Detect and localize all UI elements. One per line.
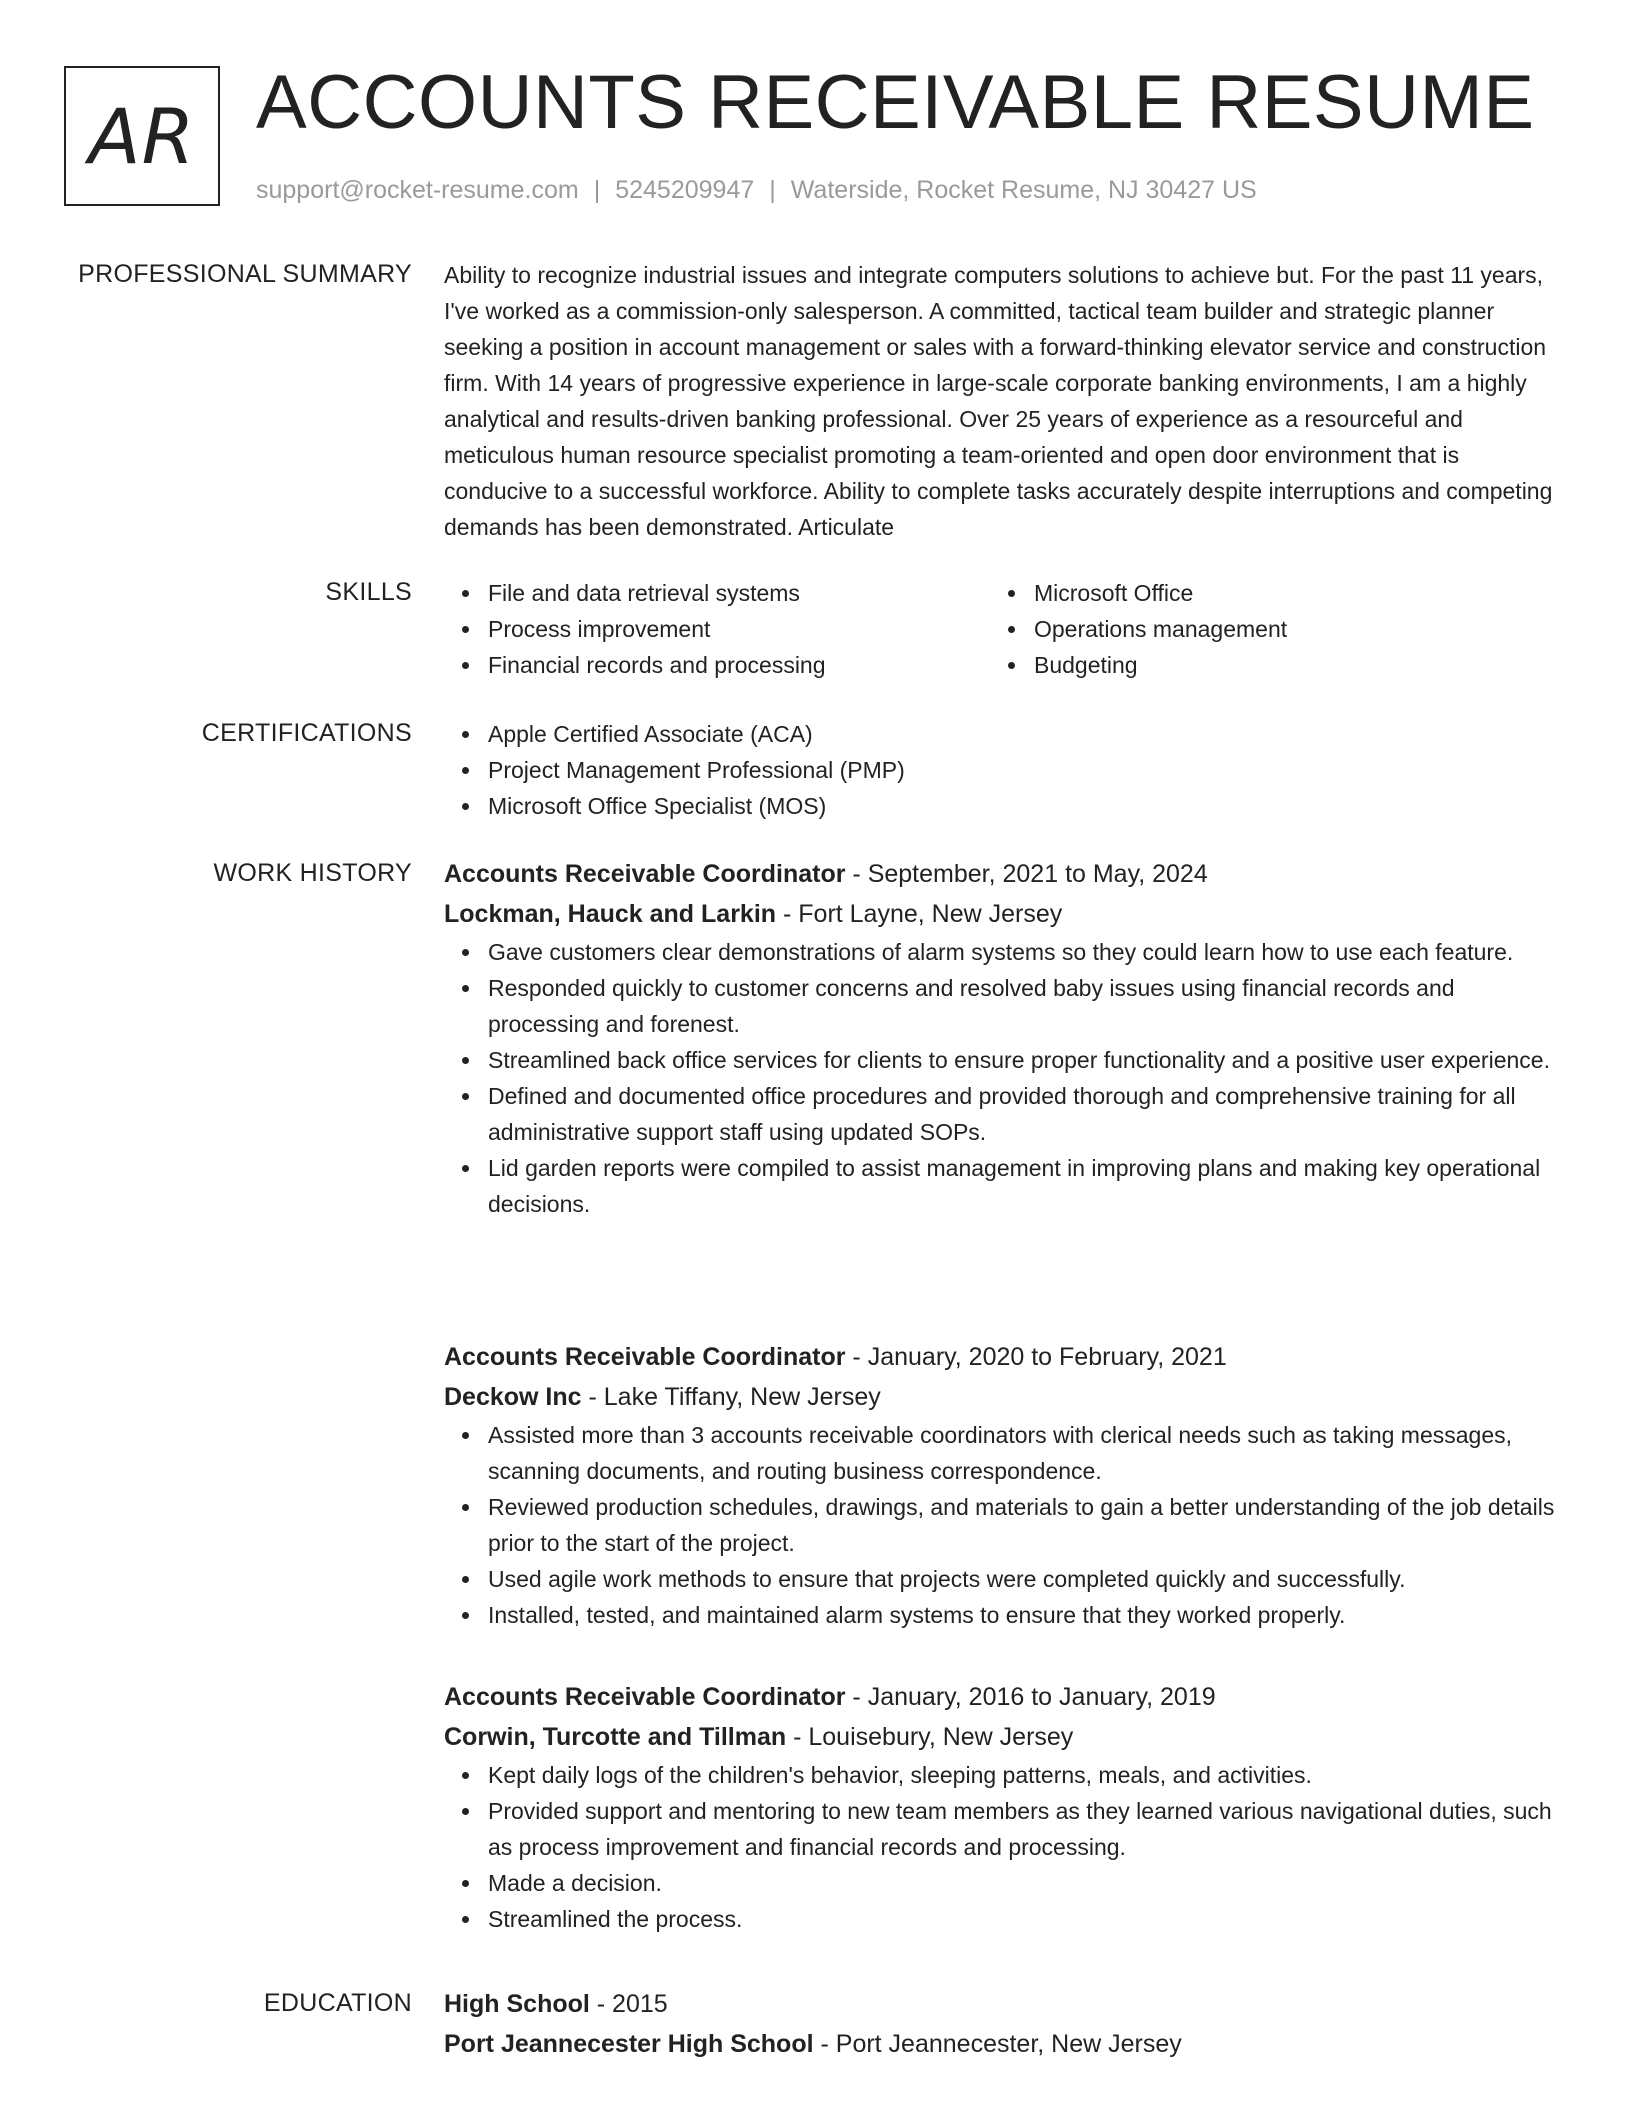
section-label-certifications: CERTIFICATIONS xyxy=(201,719,412,747)
job-bullets xyxy=(444,1757,1556,1937)
job-bullet: Installed, tested, and maintained alarm systems to ensure that they worked properly. xyxy=(488,1597,1556,1633)
job-company-line xyxy=(444,894,1556,934)
job-title: Accounts Receivable Coordinator xyxy=(444,860,846,888)
contact-phone[interactable]: 5245209947 xyxy=(615,176,755,204)
job-bullet: Gave customers clear demonstrations of alarm systems so they could learn how to use each feature. xyxy=(488,934,1556,970)
job-title-line xyxy=(444,1337,1556,1377)
job-location: - Fort Layne, New Jersey xyxy=(776,900,1063,928)
job-company: Corwin, Turcotte and Tillman xyxy=(444,1723,787,1751)
section-label-work-history: WORK HISTORY xyxy=(213,859,412,887)
skill-item: Operations management xyxy=(1034,611,1536,647)
skill-item: File and data retrieval systems xyxy=(488,575,990,611)
job-dates: - January, 2020 to February, 2021 xyxy=(845,1343,1227,1371)
job-location: - Louisebury, New Jersey xyxy=(786,1723,1074,1751)
job-location: - Lake Tiffany, New Jersey xyxy=(581,1383,881,1411)
job-bullet: Provided support and mentoring to new team members as they learned various navigational duties, such as process improvement and financial records and processing. xyxy=(488,1793,1556,1865)
contact-line xyxy=(256,174,1257,206)
section-label-summary: PROFESSIONAL SUMMARY xyxy=(78,260,412,288)
job-bullet: Made a decision. xyxy=(488,1865,1556,1901)
job-bullet: Assisted more than 3 accounts receivable coordinators with clerical needs such as taking messages, scanning documents, and routing business correspondence. xyxy=(488,1417,1556,1489)
skills-column-right xyxy=(990,575,1536,683)
skills-list xyxy=(444,575,1556,683)
summary-text: Ability to recognize industrial issues and integrate computers solutions to achieve but. For the past 11 years, I've worked as a commission-only salesperson. A committed, tactical team builder and strategic planner seeking a position in account management or sales with a forward-thinking elevator service and construction firm. With 14 years of progressive experience in large-scale corporate banking environments, I am a highly analytical and results-driven banking professional. Over 25 years of experience as a resourceful and meticulous human resource specialist promoting a team-oriented and open door environment that is conducive to a successful workforce. Ability to complete tasks accurately despite interruptions and competing demands has been demonstrated. Articulate xyxy=(444,262,1553,540)
job-bullet: Streamlined the process. xyxy=(488,1901,1556,1937)
job-bullet: Defined and documented office procedures and provided thorough and comprehensive training for all administrative support staff using updated SOPs. xyxy=(488,1078,1556,1150)
job-body xyxy=(444,1337,1556,1633)
job-bullet: Streamlined back office services for clients to ensure proper functionality and a positive user experience. xyxy=(488,1042,1556,1078)
skill-item: Financial records and processing xyxy=(488,647,990,683)
contact-separator: | xyxy=(769,176,776,204)
skill-item: Budgeting xyxy=(1034,647,1536,683)
job-bullets xyxy=(444,934,1556,1222)
job-title-line xyxy=(444,1677,1556,1717)
contact-separator: | xyxy=(593,176,601,204)
job-bullet: Lid garden reports were compiled to assist management in improving plans and making key operational decisions. xyxy=(488,1150,1556,1222)
certification-item: Microsoft Office Specialist (MOS) xyxy=(488,788,1556,824)
job-company-line xyxy=(444,1377,1556,1417)
education-year: - 2015 xyxy=(589,1990,668,2018)
job-company: Deckow Inc xyxy=(444,1383,582,1411)
certifications-list xyxy=(444,716,1556,824)
job-company: Lockman, Hauck and Larkin xyxy=(444,900,777,928)
certification-item: Apple Certified Associate (ACA) xyxy=(488,716,1556,752)
contact-address: Waterside, Rocket Resume, NJ 30427 US xyxy=(790,176,1257,204)
job-title-line xyxy=(444,854,1556,894)
job-bullet: Responded quickly to customer concerns and resolved baby issues using financial records and processing and forenest. xyxy=(488,970,1556,1042)
education-body xyxy=(444,1984,1556,2064)
section-label-skills: SKILLS xyxy=(325,578,412,606)
job-title: Accounts Receivable Coordinator xyxy=(444,1343,846,1371)
job-body xyxy=(444,854,1556,1222)
skill-item: Process improvement xyxy=(488,611,990,647)
education-degree-line xyxy=(444,1984,1556,2024)
education-degree: High School xyxy=(444,1990,590,2018)
section-label-education: EDUCATION xyxy=(263,1989,412,2017)
skills-column-left xyxy=(444,575,990,683)
job-dates: - September, 2021 to May, 2024 xyxy=(845,860,1208,888)
education-school-line xyxy=(444,2024,1556,2064)
job-company-line xyxy=(444,1717,1556,1757)
contact-email[interactable]: support@rocket-resume.com xyxy=(256,176,579,204)
education-location: - Port Jeannecester, New Jersey xyxy=(813,2030,1182,2058)
certification-item: Project Management Professional (PMP) xyxy=(488,752,1556,788)
education-school: Port Jeannecester High School xyxy=(444,2030,814,2058)
skill-item: Microsoft Office xyxy=(1034,575,1536,611)
job-body xyxy=(444,1677,1556,1937)
job-bullets xyxy=(444,1417,1556,1633)
job-title: Accounts Receivable Coordinator xyxy=(444,1683,846,1711)
job-bullet: Used agile work methods to ensure that projects were completed quickly and successfully. xyxy=(488,1561,1556,1597)
job-bullet: Kept daily logs of the children's behavior, sleeping patterns, meals, and activities. xyxy=(488,1757,1556,1793)
job-dates: - January, 2016 to January, 2019 xyxy=(845,1683,1216,1711)
resume-title: ACCOUNTS RECEIVABLE RESUME xyxy=(256,60,1535,145)
summary-body xyxy=(444,257,1556,545)
job-bullet: Reviewed production schedules, drawings, and materials to gain a better understanding of the job details prior to the start of the project. xyxy=(488,1489,1556,1561)
monogram-logo: AR xyxy=(64,66,220,206)
